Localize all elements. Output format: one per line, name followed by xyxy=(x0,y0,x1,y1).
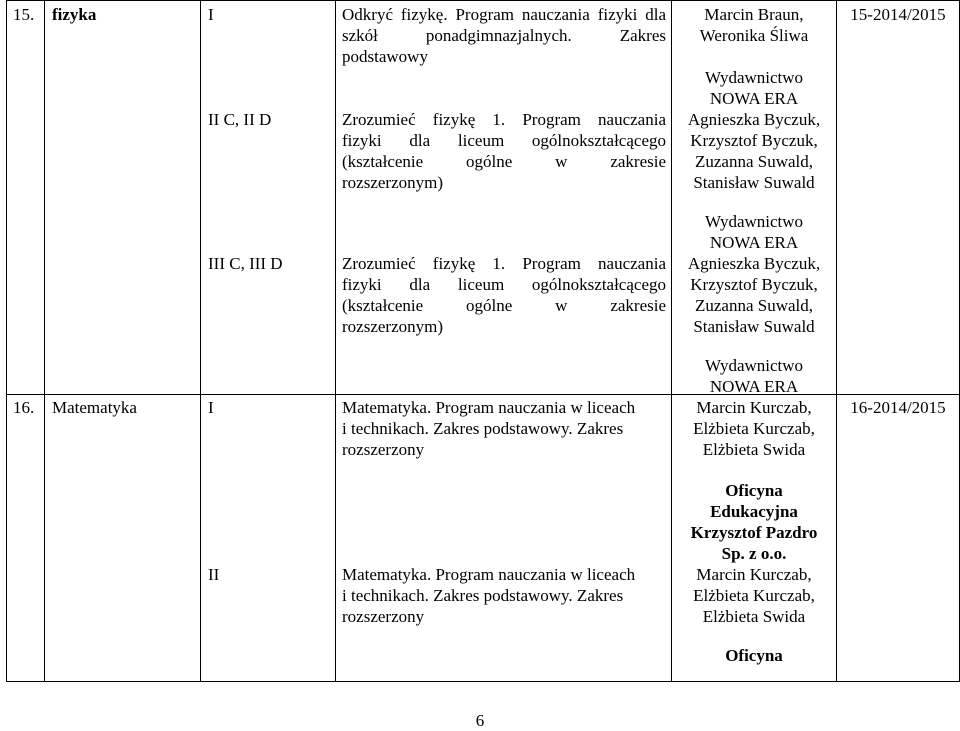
program-line: fizyki dla liceum ogólnokształcącego xyxy=(342,131,666,150)
program-line: Matematyka. Program nauczania w liceach xyxy=(342,398,636,417)
row-number: 16. xyxy=(13,398,35,417)
program-line: Zrozumieć fizykę 1. Program nauczania xyxy=(342,254,666,273)
class-label: II C, II D xyxy=(208,110,272,129)
subject-name: Matematyka xyxy=(52,398,137,417)
publisher-line: Wydawnictwo xyxy=(704,68,804,87)
author-line: Zuzanna Suwald, xyxy=(694,152,814,171)
program-line: Matematyka. Program nauczania w liceach xyxy=(342,565,636,584)
author-line: Elżbieta Swida xyxy=(702,607,806,626)
publisher-line: Sp. z o.o. xyxy=(721,544,787,563)
class-label: III C, III D xyxy=(208,254,283,273)
author-line: Agnieszka Byczuk, xyxy=(687,110,821,129)
author-line: Stanisław Suwald xyxy=(693,317,815,336)
program-line: (kształcenie ogólne w zakresie xyxy=(342,152,666,171)
publisher-line: Wydawnictwo xyxy=(704,356,804,375)
program-line: (kształcenie ogólne w zakresie xyxy=(342,296,666,315)
grid-line xyxy=(6,681,959,682)
row-separator xyxy=(6,394,959,395)
program-line: rozszerzony xyxy=(342,607,425,626)
grid-line xyxy=(6,0,7,682)
subject-name: fizyka xyxy=(52,5,97,24)
grid-line xyxy=(335,0,336,682)
approval-code: 16-2014/2015 xyxy=(850,398,946,417)
page-number: 6 xyxy=(475,711,485,730)
approval-code: 15-2014/2015 xyxy=(850,5,946,24)
author-line: Zuzanna Suwald, xyxy=(694,296,814,315)
author-line: Krzysztof Byczuk, xyxy=(690,131,818,150)
program-line: i technikach. Zakres podstawowy. Zakres xyxy=(342,419,624,438)
publisher-line: NOWA ERA xyxy=(709,377,799,396)
program-line: rozszerzonym) xyxy=(342,173,444,192)
grid-line xyxy=(44,0,45,682)
program-line: rozszerzonym) xyxy=(342,317,444,336)
publisher-line: NOWA ERA xyxy=(709,233,799,252)
grid-line xyxy=(6,0,959,1)
author-line: Marcin Kurczab, xyxy=(696,565,812,584)
author-line: Elżbieta Kurczab, xyxy=(693,419,815,438)
author-line: Marcin Kurczab, xyxy=(696,398,812,417)
program-line: i technikach. Zakres podstawowy. Zakres xyxy=(342,586,624,605)
class-label: II xyxy=(208,565,220,584)
program-line: Odkryć fizykę. Program nauczania fizyki dla xyxy=(342,5,666,24)
program-line: Zrozumieć fizykę 1. Program nauczania xyxy=(342,110,666,129)
program-line: podstawowy xyxy=(342,47,428,66)
row-number: 15. xyxy=(13,5,35,24)
author-line: Agnieszka Byczuk, xyxy=(687,254,821,273)
author-line: Elżbieta Kurczab, xyxy=(693,586,815,605)
publisher-line: NOWA ERA xyxy=(709,89,799,108)
class-label: I xyxy=(208,398,214,417)
author-line: Marcin Braun, xyxy=(704,5,804,24)
grid-line xyxy=(836,0,837,682)
grid-line xyxy=(200,0,201,682)
author-line: Krzysztof Byczuk, xyxy=(690,275,818,294)
publisher-line: Oficyna xyxy=(725,646,783,665)
class-label: I xyxy=(208,5,214,24)
program-line: szkół ponadgimnazjalnych. Zakres xyxy=(342,26,666,45)
author-line: Stanisław Suwald xyxy=(693,173,815,192)
author-line: Weronika Śliwa xyxy=(699,26,809,45)
publisher-line: Wydawnictwo xyxy=(704,212,804,231)
program-line: fizyki dla liceum ogólnokształcącego xyxy=(342,275,666,294)
publisher-line: Krzysztof Pazdro xyxy=(690,523,818,542)
author-line: Elżbieta Swida xyxy=(702,440,806,459)
program-line: rozszerzony xyxy=(342,440,425,459)
publisher-line: Edukacyjna xyxy=(710,502,798,521)
publisher-line: Oficyna xyxy=(725,481,783,500)
